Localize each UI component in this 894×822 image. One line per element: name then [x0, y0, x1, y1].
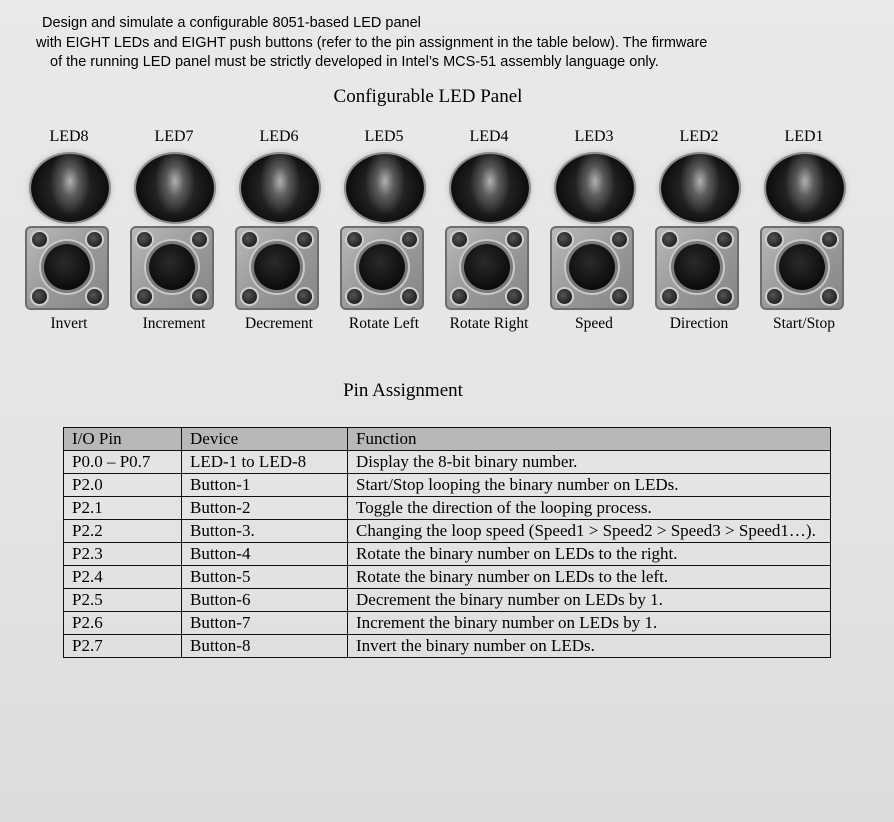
cell-device: Button-8: [182, 635, 348, 658]
cell-io-pin: P2.5: [64, 589, 182, 612]
header-device: Device: [182, 428, 348, 451]
push-button[interactable]: [25, 226, 109, 310]
button-screw-icon: [347, 289, 362, 304]
cell-function: Changing the loop speed (Speed1 > Speed2 > Speed3 > Speed1…).: [348, 520, 831, 543]
table-header-row: [64, 428, 831, 451]
cell-io-pin: P2.3: [64, 543, 182, 566]
led-light: [661, 154, 739, 222]
button-screw-icon: [557, 289, 572, 304]
cell-function: Rotate the binary number on LEDs to the left.: [348, 566, 831, 589]
cell-device: Button-7: [182, 612, 348, 635]
led-label: LED5: [364, 128, 404, 145]
header-io-pin: I/O Pin: [64, 428, 182, 451]
table-row: [64, 543, 831, 566]
led-label: LED1: [784, 128, 824, 145]
push-button[interactable]: [655, 226, 739, 310]
led-light: [346, 154, 424, 222]
led-light: [556, 154, 634, 222]
panel-unit: [231, 126, 327, 356]
button-label: Start/Stop: [772, 315, 835, 332]
cell-io-pin: P2.1: [64, 497, 182, 520]
led-light: [241, 154, 319, 222]
button-label: Rotate Left: [348, 315, 420, 332]
intro-line-3: of the running LED panel must be strictly developed in Intel’s MCS-51 assembly language only.: [50, 54, 659, 70]
table-row: [64, 635, 831, 658]
table-row: [64, 612, 831, 635]
panel-title: Configurable LED Panel: [333, 86, 523, 107]
push-button[interactable]: [445, 226, 529, 310]
cell-function: Display the 8-bit binary number.: [348, 451, 831, 474]
button-screw-icon: [507, 289, 522, 304]
button-label: Decrement: [245, 315, 313, 332]
button-screw-icon: [612, 289, 627, 304]
button-label: Invert: [50, 315, 88, 332]
button-screw-icon: [452, 289, 467, 304]
led-label: LED2: [679, 128, 719, 145]
button-screw-icon: [297, 232, 312, 247]
button-screw-icon: [662, 289, 677, 304]
button-cap[interactable]: [569, 244, 615, 290]
button-screw-icon: [137, 232, 152, 247]
push-button[interactable]: [130, 226, 214, 310]
header-function: Function: [348, 428, 831, 451]
push-button[interactable]: [235, 226, 319, 310]
cell-device: Button-1: [182, 474, 348, 497]
button-screw-icon: [32, 289, 47, 304]
cell-device: Button-5: [182, 566, 348, 589]
button-label: Increment: [142, 315, 206, 332]
button-cap[interactable]: [359, 244, 405, 290]
button-screw-icon: [717, 289, 732, 304]
panel-unit: [21, 126, 117, 356]
button-label: Direction: [669, 315, 729, 332]
button-screw-icon: [347, 232, 362, 247]
cell-io-pin: P2.2: [64, 520, 182, 543]
pin-assignment-table: [63, 427, 831, 658]
button-screw-icon: [32, 232, 47, 247]
table-row: [64, 474, 831, 497]
button-screw-icon: [822, 289, 837, 304]
led-light: [31, 154, 109, 222]
button-screw-icon: [87, 289, 102, 304]
button-screw-icon: [242, 289, 257, 304]
button-screw-icon: [557, 232, 572, 247]
button-screw-icon: [192, 232, 207, 247]
button-screw-icon: [402, 289, 417, 304]
table-row: [64, 451, 831, 474]
button-screw-icon: [137, 289, 152, 304]
cell-device: LED-1 to LED-8: [182, 451, 348, 474]
led-light: [451, 154, 529, 222]
cell-device: Button-2: [182, 497, 348, 520]
panel-unit: [336, 126, 432, 356]
button-label: Rotate Right: [449, 315, 529, 332]
cell-device: Button-4: [182, 543, 348, 566]
cell-function: Rotate the binary number on LEDs to the right.: [348, 543, 831, 566]
button-label: Speed: [575, 315, 613, 332]
pin-table-title: Pin Assignment: [343, 380, 463, 401]
table-row: [64, 589, 831, 612]
cell-device: Button-6: [182, 589, 348, 612]
cell-function: Start/Stop looping the binary number on LEDs.: [348, 474, 831, 497]
panel-unit: [756, 126, 852, 356]
button-cap[interactable]: [779, 244, 825, 290]
cell-io-pin: P2.0: [64, 474, 182, 497]
panel-unit: [441, 126, 537, 356]
cell-function: Decrement the binary number on LEDs by 1.: [348, 589, 831, 612]
cell-io-pin: P2.4: [64, 566, 182, 589]
button-screw-icon: [242, 232, 257, 247]
button-screw-icon: [297, 289, 312, 304]
cell-function: Invert the binary number on LEDs.: [348, 635, 831, 658]
button-screw-icon: [507, 232, 522, 247]
button-screw-icon: [612, 232, 627, 247]
panel-unit: [651, 126, 747, 356]
button-cap[interactable]: [464, 244, 510, 290]
cell-function: Increment the binary number on LEDs by 1.: [348, 612, 831, 635]
table-row: [64, 566, 831, 589]
button-screw-icon: [822, 232, 837, 247]
button-screw-icon: [767, 289, 782, 304]
button-cap[interactable]: [149, 244, 195, 290]
intro-line-1: Design and simulate a configurable 8051-based LED panel: [42, 15, 421, 31]
button-cap[interactable]: [674, 244, 720, 290]
intro-text: [36, 14, 866, 73]
panel-unit: [546, 126, 642, 356]
button-screw-icon: [662, 232, 677, 247]
led-label: LED6: [259, 128, 299, 145]
led-light: [136, 154, 214, 222]
cell-io-pin: P0.0 – P0.7: [64, 451, 182, 474]
table-row: [64, 497, 831, 520]
cell-device: Button-3.: [182, 520, 348, 543]
button-screw-icon: [767, 232, 782, 247]
push-button[interactable]: [550, 226, 634, 310]
cell-io-pin: P2.7: [64, 635, 182, 658]
panel-unit: [126, 126, 222, 356]
button-screw-icon: [192, 289, 207, 304]
button-screw-icon: [452, 232, 467, 247]
button-cap[interactable]: [44, 244, 90, 290]
button-cap[interactable]: [254, 244, 300, 290]
led-label: LED4: [469, 128, 509, 145]
table-row: [64, 520, 831, 543]
cell-io-pin: P2.6: [64, 612, 182, 635]
led-light: [766, 154, 844, 222]
cell-function: Toggle the direction of the looping process.: [348, 497, 831, 520]
push-button[interactable]: [340, 226, 424, 310]
button-screw-icon: [717, 232, 732, 247]
intro-line-2: with EIGHT LEDs and EIGHT push buttons (refer to the pin assignment in the table below). The firmware: [36, 34, 708, 51]
led-label: LED7: [154, 128, 194, 145]
push-button[interactable]: [760, 226, 844, 310]
led-label: LED3: [574, 128, 614, 145]
led-label: LED8: [49, 128, 89, 145]
button-screw-icon: [87, 232, 102, 247]
button-screw-icon: [402, 232, 417, 247]
